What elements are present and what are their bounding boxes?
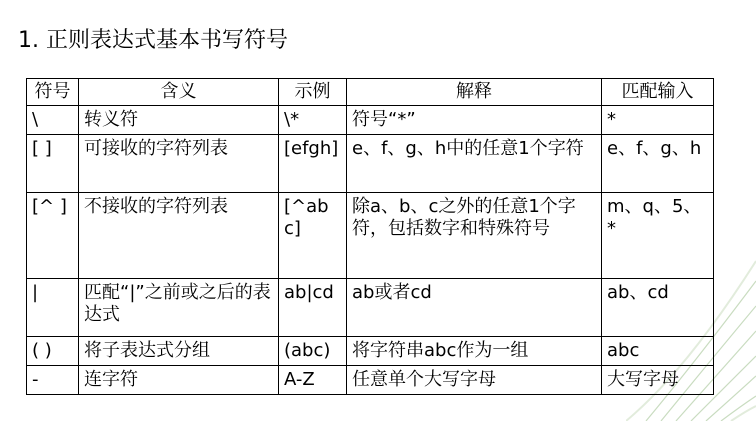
cell-example: (abc) [279,337,347,366]
cell-symbol: [ ] [27,135,79,193]
header-example: 示例 [279,79,347,106]
header-symbol: 符号 [27,79,79,106]
table-row [27,279,714,337]
cell-meaning: 转义符 [79,106,279,135]
table-row [27,337,714,366]
table-row [27,366,714,395]
cell-example: [^abc] [279,193,347,279]
cell-explanation: 符号“*” [347,106,602,135]
cell-meaning: 可接收的字符列表 [79,135,279,193]
cell-meaning: 将子表达式分组 [79,337,279,366]
cell-example: ab|cd [279,279,347,337]
cell-symbol: - [27,366,79,395]
table-row [27,135,714,193]
cell-matching-input: m、q、5、* [602,193,714,279]
cell-symbol: \ [27,106,79,135]
header-explanation: 解释 [347,79,602,106]
header-matching-input: 匹配输入 [602,79,714,106]
cell-explanation: 任意单个大写字母 [347,366,602,395]
cell-explanation: 将字符串abc作为一组 [347,337,602,366]
header-meaning: 含义 [79,79,279,106]
page-title: 1. 正则表达式基本书写符号 [18,28,288,53]
cell-matching-input: * [602,106,714,135]
regex-symbol-table [26,78,714,395]
cell-matching-input: ab、cd [602,279,714,337]
cell-symbol: [^ ] [27,193,79,279]
cell-symbol: | [27,279,79,337]
cell-meaning: 匹配“|”之前或之后的表达式 [79,279,279,337]
cell-example: A-Z [279,366,347,395]
table-header-row [27,79,714,106]
cell-matching-input: 大写字母 [602,366,714,395]
cell-meaning: 不接收的字符列表 [79,193,279,279]
cell-example: [efgh] [279,135,347,193]
cell-explanation: ab或者cd [347,279,602,337]
table-row [27,193,714,279]
cell-matching-input: e、f、g、h [602,135,714,193]
cell-explanation: e、f、g、h中的任意1个字符 [347,135,602,193]
table-row [27,106,714,135]
cell-explanation: 除a、b、c之外的任意1个字符，包括数字和特殊符号 [347,193,602,279]
cell-matching-input: abc [602,337,714,366]
cell-symbol: ( ) [27,337,79,366]
cell-meaning: 连字符 [79,366,279,395]
cell-example: \* [279,106,347,135]
